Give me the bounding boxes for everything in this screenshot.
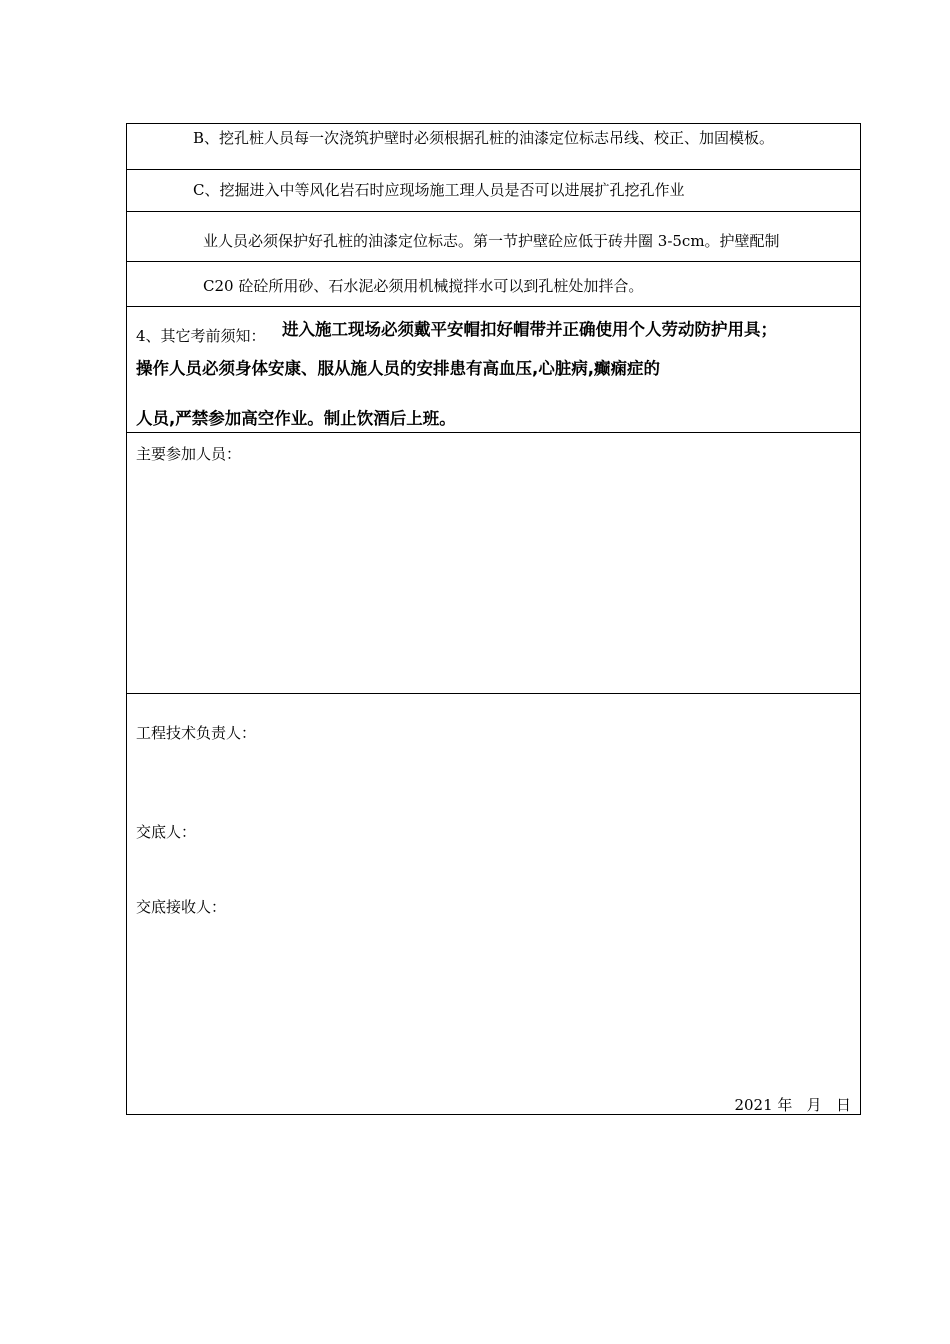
table-row — [127, 262, 860, 307]
briefer-label: 交底人： — [136, 823, 197, 841]
disclosure-table — [126, 123, 861, 1115]
notice-line-3: 人员,严禁参加高空作业。制止饮酒后上班。 — [136, 409, 456, 428]
table-row — [127, 212, 860, 262]
notice-label: 4、其它考前须知： — [136, 327, 266, 345]
tech-lead-label: 工程技术负责人： — [136, 724, 257, 742]
notice-line-2: 操作人员必须身体安康、服从施人员的安排患有高血压,心脏病,癫痫症的 — [136, 359, 661, 378]
c-item-text: C、挖掘进入中等风化岩石时应现场施工理人员是否可以进展扩孔挖孔作业 — [193, 181, 685, 199]
notice-section — [127, 307, 860, 433]
marker-line-text: 业人员必须保护好孔桩的油漆定位标志。第一节护壁砼应低于砖井圈 3-5cm。护壁配制 — [203, 232, 780, 250]
table-row — [127, 170, 860, 212]
receiver-label: 交底接收人： — [136, 898, 227, 916]
mix-line-text: C20 砼砼所用砂、石水泥必须用机械搅拌水可以到孔桩处加拌合。 — [203, 277, 644, 295]
notice-line-1: 进入施工现场必须戴平安帽扣好帽带并正确使用个人劳动防护用具； — [282, 320, 777, 339]
b-item-text: B、挖孔桩人员每一次浇筑护壁时必须根据孔桩的油漆定位标志吊线、校正、加固模板。 — [193, 129, 775, 147]
table-row — [127, 124, 860, 170]
participants-label: 主要参加人员： — [136, 445, 242, 463]
participants-section — [127, 433, 860, 694]
signature-section — [127, 694, 860, 1114]
date-field: 2021 年 月 日 — [734, 1096, 851, 1114]
